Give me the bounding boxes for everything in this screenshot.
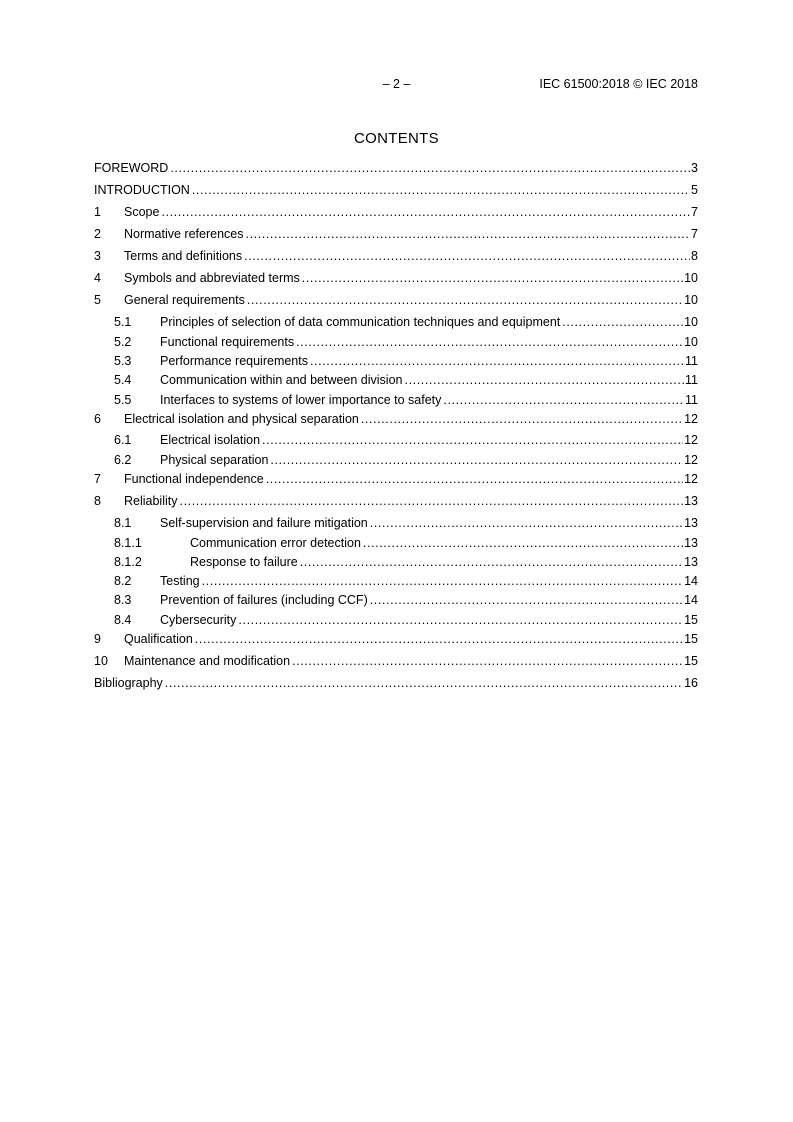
toc-entry-page: 14 xyxy=(684,593,698,607)
toc-entry-page: 16 xyxy=(684,676,698,690)
toc-entry-title: Terms and definitions xyxy=(124,249,243,263)
toc-dot-leader xyxy=(363,536,683,551)
toc-entry-number: 8.1.1 xyxy=(114,535,142,550)
toc-entry-number: 6.2 xyxy=(114,453,132,467)
toc-dot-leader xyxy=(443,393,684,408)
toc-entry-title: Interfaces to systems of lower importance to safety xyxy=(160,392,442,407)
toc-entry-title: Symbols and abbreviated terms xyxy=(124,271,300,285)
toc-entry-number: 8.1 xyxy=(114,516,132,530)
toc-dot-leader xyxy=(361,412,683,427)
toc-entry-page: 10 xyxy=(684,271,698,285)
toc-entry-page: 13 xyxy=(684,535,698,550)
toc-entry-title: Communication error detection xyxy=(190,535,361,550)
toc-entry-page: 15 xyxy=(684,654,698,668)
toc-dot-leader xyxy=(247,293,683,308)
toc-entry-page: 14 xyxy=(684,574,698,588)
toc-entry-title: Normative references xyxy=(124,227,244,241)
toc-entry-page: 3 xyxy=(691,161,698,175)
toc-entry-number: 8.3 xyxy=(114,593,132,607)
toc-entry-title: Functional independence xyxy=(124,472,264,486)
toc-dot-leader xyxy=(266,472,683,487)
toc-entry-page: 8 xyxy=(691,249,698,263)
toc-dot-leader xyxy=(238,613,683,628)
toc-entry-page: 13 xyxy=(684,516,698,530)
toc-entry-number: 9 xyxy=(94,632,101,646)
page-title: CONTENTS xyxy=(354,130,439,147)
toc-entry-title: Communication within and between division xyxy=(160,373,403,387)
toc-dot-leader xyxy=(370,516,683,531)
toc-entry[interactable] xyxy=(94,433,698,455)
toc-entry-title: Functional requirements xyxy=(160,334,295,349)
toc-entry[interactable] xyxy=(94,249,698,269)
toc-dot-leader xyxy=(161,205,690,220)
toc-entry[interactable] xyxy=(94,412,698,432)
toc-entry-page: 11 xyxy=(685,373,698,387)
toc-dot-leader xyxy=(202,574,683,589)
toc-entry[interactable] xyxy=(94,183,698,205)
toc-entry-page: 11 xyxy=(685,392,698,407)
toc-entry[interactable] xyxy=(94,676,698,698)
toc-entry-number: 5.5 xyxy=(114,392,132,407)
toc-dot-leader xyxy=(270,453,683,468)
toc-entry-page: 12 xyxy=(684,412,698,426)
toc-entry[interactable] xyxy=(94,654,698,674)
toc-dot-leader xyxy=(246,227,691,242)
toc-entry[interactable] xyxy=(94,161,698,183)
toc-entry-number: 2 xyxy=(94,227,101,241)
toc-entry-title: INTRODUCTION xyxy=(94,183,190,197)
toc-entry[interactable] xyxy=(94,227,698,247)
toc-entry-number: 6 xyxy=(94,412,101,426)
toc-entry-page: 15 xyxy=(684,612,698,627)
toc-entry-number: 4 xyxy=(94,271,101,285)
toc-entry-page: 15 xyxy=(684,632,698,646)
toc-entry-title: Self-supervision and failure mitigation xyxy=(160,516,368,530)
toc-entry-page: 13 xyxy=(684,554,698,569)
toc-dot-leader xyxy=(165,676,683,691)
page-number: – 2 – xyxy=(382,77,411,91)
toc-entry-title: Response to failure xyxy=(190,554,298,569)
toc-entry[interactable] xyxy=(94,632,698,652)
toc-entry-title: Cybersecurity xyxy=(160,612,237,627)
toc-entry-title: Bibliography xyxy=(94,676,163,690)
toc-entry-number: 5.2 xyxy=(114,334,132,349)
toc-dot-leader xyxy=(310,354,684,369)
toc-entry-title: Electrical isolation xyxy=(160,433,261,447)
toc-entry-page: 10 xyxy=(684,315,698,329)
toc-entry-page: 5 xyxy=(691,183,698,197)
toc-entry-page: 7 xyxy=(691,227,698,241)
toc-entry-title: Qualification xyxy=(124,632,193,646)
toc-entry[interactable] xyxy=(94,555,698,574)
toc-entry-title: Prevention of failures (including CCF) xyxy=(160,593,368,607)
toc-dot-leader xyxy=(562,315,683,330)
toc-dot-leader xyxy=(170,161,690,176)
toc-entry[interactable] xyxy=(94,536,698,555)
toc-entry-number: 8.2 xyxy=(114,574,132,588)
toc-entry-page: 10 xyxy=(684,293,698,307)
toc-dot-leader xyxy=(405,373,685,388)
toc-entry-title: General requirements xyxy=(124,293,245,307)
toc-dot-leader xyxy=(292,654,683,669)
toc-entry-title: Principles of selection of data communication techniques and equipment xyxy=(160,315,561,329)
toc-entry-number: 1 xyxy=(94,205,101,219)
toc-entry-title: Testing xyxy=(160,574,200,588)
toc-dot-leader xyxy=(192,183,690,198)
toc-entry-title: Scope xyxy=(124,205,160,219)
toc-entry-title: Performance requirements xyxy=(160,354,308,368)
toc-entry-number: 5.1 xyxy=(114,315,132,329)
toc-entry-number: 3 xyxy=(94,249,101,263)
toc-dot-leader xyxy=(180,494,684,509)
toc-entry-page: 12 xyxy=(684,433,698,447)
toc-entry-number: 8.1.2 xyxy=(114,554,142,569)
document-reference: IEC 61500:2018 © IEC 2018 xyxy=(539,77,698,91)
toc-entry-number: 7 xyxy=(94,472,101,486)
toc-entry[interactable] xyxy=(94,205,698,225)
toc-entry-page: 7 xyxy=(691,205,698,219)
toc-dot-leader xyxy=(244,249,690,264)
toc-entry-title: Maintenance and modification xyxy=(124,654,291,668)
toc-entry-page: 10 xyxy=(684,334,698,349)
toc-dot-leader xyxy=(195,632,683,647)
toc-entry-page: 13 xyxy=(684,494,698,508)
toc-entry-title: Electrical isolation and physical separation xyxy=(124,412,359,426)
toc-entry-number: 5 xyxy=(94,293,101,307)
toc-dot-leader xyxy=(302,271,683,286)
toc-entry-page: 12 xyxy=(684,453,698,467)
toc-entry[interactable] xyxy=(94,494,698,514)
toc-dot-leader xyxy=(300,555,683,570)
toc-entry-number: 5.4 xyxy=(114,373,132,387)
toc-dot-leader xyxy=(262,433,683,448)
toc-entry-number: 6.1 xyxy=(114,433,132,447)
toc-entry-title: Reliability xyxy=(124,494,178,508)
toc-entry[interactable] xyxy=(94,472,698,492)
toc-entry[interactable] xyxy=(94,293,698,313)
toc-entry-title: Physical separation xyxy=(160,453,269,467)
toc-entry-number: 8.4 xyxy=(114,612,132,627)
toc-entry-number: 8 xyxy=(94,494,101,508)
toc-entry-number: 10 xyxy=(94,654,108,668)
toc-entry-number: 5.3 xyxy=(114,354,132,368)
toc-entry-page: 12 xyxy=(684,472,698,486)
toc-entry-page: 11 xyxy=(685,354,698,368)
toc-entry-title: FOREWORD xyxy=(94,161,169,175)
toc-dot-leader xyxy=(296,335,683,350)
toc-dot-leader xyxy=(370,593,683,608)
toc-entry[interactable] xyxy=(94,271,698,291)
